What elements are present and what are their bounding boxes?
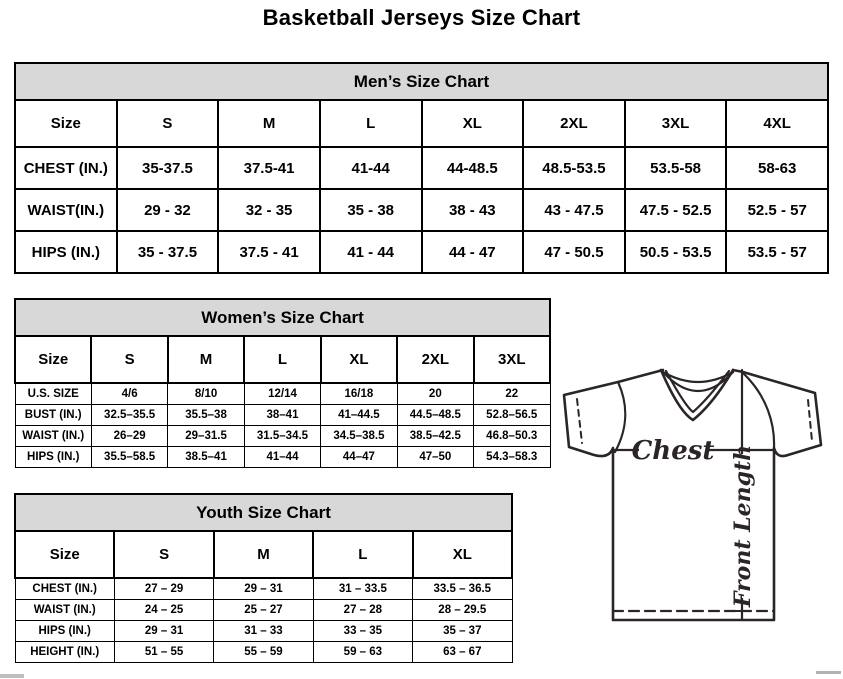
table-row [15, 147, 828, 189]
jersey-measurement-diagram [561, 362, 827, 662]
column-header: XL [321, 336, 397, 383]
cell-value: 25 – 27 [214, 600, 313, 621]
cell-value: 29 – 31 [214, 578, 313, 600]
column-header: S [114, 531, 213, 578]
cell-value: 29–31.5 [168, 426, 244, 447]
cell-value: 16/18 [321, 383, 397, 405]
cell-value: 31 – 33 [214, 621, 313, 642]
cell-value: 37.5 - 41 [218, 231, 320, 273]
cell-value: 37.5-41 [218, 147, 320, 189]
cell-value: 33.5 – 36.5 [413, 578, 512, 600]
chest-label: Chest [631, 436, 715, 466]
mens-size-table [14, 62, 829, 274]
cell-value: 52.8–56.5 [474, 405, 550, 426]
cell-value: 35.5–38 [168, 405, 244, 426]
cell-value: 44–47 [321, 447, 397, 468]
cell-value: 12/14 [244, 383, 320, 405]
table-row [15, 578, 512, 600]
cell-value: 38–41 [244, 405, 320, 426]
cell-value: 43 - 47.5 [523, 189, 625, 231]
table-header-row [15, 100, 828, 147]
page-title: Basketball Jerseys Size Chart [262, 5, 581, 30]
cell-value: 51 – 55 [114, 642, 213, 663]
cell-value: 29 - 32 [117, 189, 219, 231]
cell-value: 34.5–38.5 [321, 426, 397, 447]
table-title-row [15, 299, 550, 336]
table-title: Men’s Size Chart [15, 63, 828, 100]
cell-value: 35 - 37.5 [117, 231, 219, 273]
cell-value: 38.5–41 [168, 447, 244, 468]
cell-value: 48.5-53.5 [523, 147, 625, 189]
cell-value: 44-48.5 [422, 147, 524, 189]
column-header: L [313, 531, 412, 578]
column-header: 2XL [523, 100, 625, 147]
cell-value: 29 – 31 [114, 621, 213, 642]
column-header: L [320, 100, 422, 147]
column-header: 3XL [474, 336, 550, 383]
cell-value: 33 – 35 [313, 621, 412, 642]
cell-value: 55 – 59 [214, 642, 313, 663]
jersey-outline [564, 370, 821, 620]
row-label: CHEST (IN.) [15, 578, 114, 600]
front-length-label: Front Length [730, 444, 756, 608]
cell-value: 46.8–50.3 [474, 426, 550, 447]
cell-value: 41–44.5 [321, 405, 397, 426]
column-header: Size [15, 531, 114, 578]
scrollbar-fragment-left[interactable] [0, 674, 24, 678]
row-label: WAIST (IN.) [15, 600, 114, 621]
cell-value: 35-37.5 [117, 147, 219, 189]
column-header: S [117, 100, 219, 147]
table-row [15, 231, 828, 273]
cell-value: 8/10 [168, 383, 244, 405]
table-header-row [15, 336, 550, 383]
table-title-row [15, 494, 512, 531]
cell-value: 35 – 37 [413, 621, 512, 642]
cell-value: 31.5–34.5 [244, 426, 320, 447]
cell-value: 20 [397, 383, 473, 405]
scrollbar-fragment-right[interactable] [816, 671, 841, 674]
column-header: S [91, 336, 167, 383]
cell-value: 35.5–58.5 [91, 447, 167, 468]
table-title-row [15, 63, 828, 100]
table-row [15, 383, 550, 405]
cell-value: 47.5 - 52.5 [625, 189, 727, 231]
cell-value: 38.5–42.5 [397, 426, 473, 447]
table-row [15, 600, 512, 621]
table-row [15, 621, 512, 642]
cell-value: 47 - 50.5 [523, 231, 625, 273]
womens-size-table [14, 298, 551, 468]
row-label: HEIGHT (IN.) [15, 642, 114, 663]
column-header: M [218, 100, 320, 147]
cell-value: 27 – 29 [114, 578, 213, 600]
column-header: L [244, 336, 320, 383]
youth-size-table [14, 493, 513, 663]
column-header: 4XL [726, 100, 828, 147]
cell-value: 58-63 [726, 147, 828, 189]
table-row [15, 642, 512, 663]
cell-value: 41-44 [320, 147, 422, 189]
column-header: 3XL [625, 100, 727, 147]
cell-value: 59 – 63 [313, 642, 412, 663]
row-label: HIPS (IN.) [15, 621, 114, 642]
row-label: CHEST (IN.) [15, 147, 117, 189]
cell-value: 41 - 44 [320, 231, 422, 273]
cell-value: 50.5 - 53.5 [625, 231, 727, 273]
column-header: M [168, 336, 244, 383]
column-header: XL [413, 531, 512, 578]
cell-value: 35 - 38 [320, 189, 422, 231]
cell-value: 32 - 35 [218, 189, 320, 231]
cell-value: 31 – 33.5 [313, 578, 412, 600]
cell-value: 38 - 43 [422, 189, 524, 231]
cell-value: 47–50 [397, 447, 473, 468]
column-header: Size [15, 100, 117, 147]
column-header: XL [422, 100, 524, 147]
cell-value: 53.5-58 [625, 147, 727, 189]
row-label: BUST (IN.) [15, 405, 91, 426]
cell-value: 26–29 [91, 426, 167, 447]
row-label: WAIST (IN.) [15, 426, 91, 447]
column-header: Size [15, 336, 91, 383]
table-row [15, 426, 550, 447]
row-label: U.S. SIZE [15, 383, 91, 405]
cell-value: 24 – 25 [114, 600, 213, 621]
row-label: HIPS (IN.) [15, 447, 91, 468]
table-row [15, 405, 550, 426]
cell-value: 22 [474, 383, 550, 405]
column-header: 2XL [397, 336, 473, 383]
cell-value: 54.3–58.3 [474, 447, 550, 468]
cell-value: 27 – 28 [313, 600, 412, 621]
row-label: HIPS (IN.) [15, 231, 117, 273]
cell-value: 44.5–48.5 [397, 405, 473, 426]
cell-value: 28 – 29.5 [413, 600, 512, 621]
column-header: M [214, 531, 313, 578]
cell-value: 52.5 - 57 [726, 189, 828, 231]
table-title: Women’s Size Chart [15, 299, 550, 336]
cell-value: 53.5 - 57 [726, 231, 828, 273]
row-label: WAIST(IN.) [15, 189, 117, 231]
cell-value: 41–44 [244, 447, 320, 468]
table-row [15, 189, 828, 231]
cell-value: 4/6 [91, 383, 167, 405]
cell-value: 63 – 67 [413, 642, 512, 663]
cell-value: 32.5–35.5 [91, 405, 167, 426]
table-header-row [15, 531, 512, 578]
table-title: Youth Size Chart [15, 494, 512, 531]
table-row [15, 447, 550, 468]
cell-value: 44 - 47 [422, 231, 524, 273]
